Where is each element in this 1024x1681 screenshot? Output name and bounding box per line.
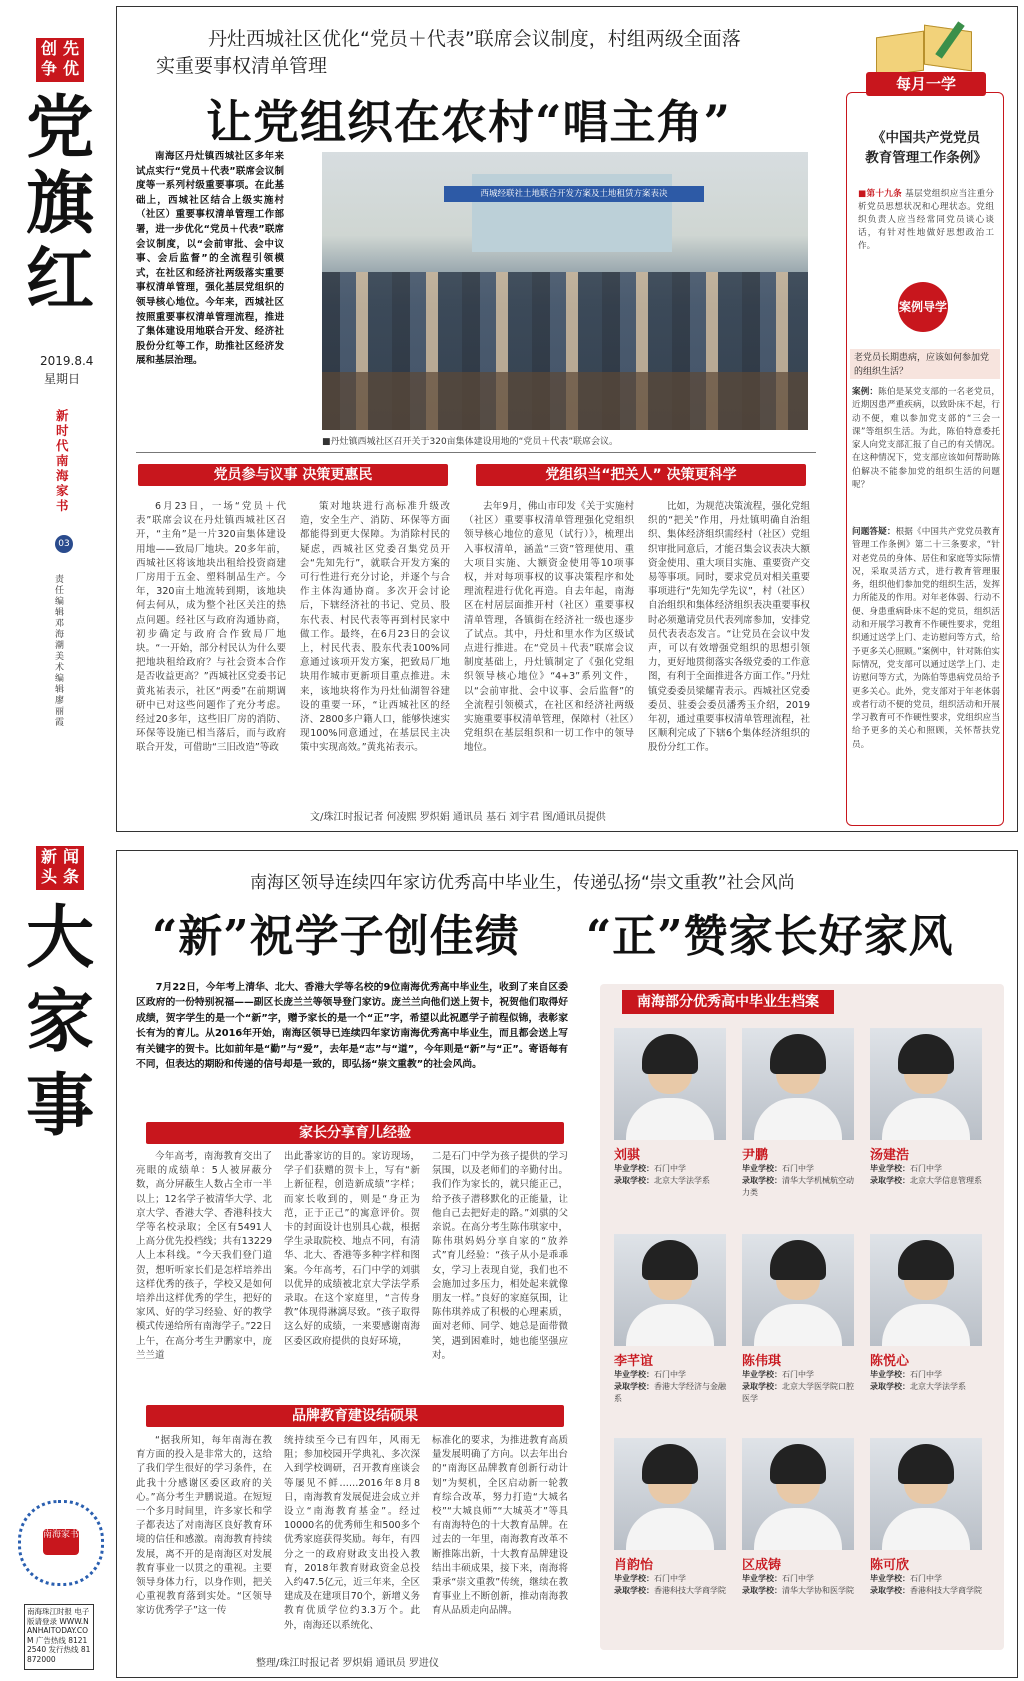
case-badge: 案例导学: [898, 282, 948, 332]
issue-weekday: 星期日: [44, 372, 81, 386]
bottom-headline-right: “正”赞家长好家风: [586, 911, 954, 962]
title-char: 事: [25, 1066, 94, 1146]
student-card: [742, 1234, 854, 1405]
photo-hair: [898, 1034, 954, 1074]
grad-school: 石门中学: [910, 1370, 942, 1379]
book-left-page: [876, 31, 924, 78]
grad-label: 毕业学校：: [742, 1574, 782, 1583]
archive-title: 南海部分优秀高中毕业生档案: [622, 990, 834, 1014]
tag-char: 先: [62, 39, 79, 58]
top-kicker: [156, 24, 741, 78]
student-photo: [742, 1028, 854, 1140]
lead-paragraph: 南海区丹灶镇西城社区多年来试点实行“党员＋代表”联席会议制度等一系列村级重要事项。在此基础上，西城社区结合上级实施村（社区）重要事权清单管理工作部署，进一步优化“党员＋代表”联席会议制度，以“会前审批、会中议事、会后监督”的全流程引领模式，在社区和经济社两级落实重要事权清单管理，强化基层党组织的领导核心地位。今年来，西城社区按照重要事权清单管理流程，推进了集体建设用地联合开发、经济社股份分红等工作，助推社区经济发展和基层治理。: [136, 151, 284, 367]
issue-date: 2019.8.4: [40, 354, 94, 368]
title-char: 党: [25, 88, 94, 168]
bottom-credit: 整理/珠江时报记者 罗炽娟 通讯员 罗进仪: [256, 1658, 439, 1669]
student-admission: [870, 1381, 982, 1393]
book-title-line: 《中国共产党党员: [872, 130, 980, 146]
student-admission: [614, 1381, 726, 1405]
admit-label: 录取学校：: [742, 1382, 782, 1391]
photo-caption: ■丹灶镇西城社区召开关于320亩集体建设用地的“党员＋代表”联席会议。: [322, 437, 619, 447]
student-photo: [870, 1234, 982, 1346]
paper-char: 书: [56, 498, 69, 513]
photo-hair: [642, 1240, 698, 1280]
student-school: [742, 1163, 854, 1175]
student-admission: [614, 1175, 726, 1187]
grad-label: 毕业学校：: [742, 1370, 782, 1379]
student-name: 区成铸: [742, 1558, 782, 1573]
bottom-headline-left: “新”祝学子创佳绩: [152, 911, 520, 962]
kicker-line: 实重要事权清单管理: [156, 55, 328, 77]
case-story: [852, 386, 1000, 520]
student-photo: [614, 1234, 726, 1346]
top-credit: 文/珠江时报记者 何凌熙 罗炽娟 通讯员 基石 刘宇君 图/通讯员提供: [310, 812, 606, 823]
admit-school: 清华大学协和医学院: [782, 1586, 854, 1595]
photo-hair: [898, 1240, 954, 1280]
student-card: [870, 1438, 982, 1597]
student-card: [614, 1438, 726, 1597]
tag-chuangxian-zhengyou: [36, 38, 84, 82]
student-photo: [614, 1028, 726, 1140]
answer-label: 问题答疑：: [852, 527, 896, 537]
tag-xinwen-toutiao: [36, 846, 84, 890]
bottom-col-1a: 今年高考，南海教育交出了亮眼的成绩单：5人被屏蔽分数，高分屏蔽生人数占全市一半以上；12名学子被清华大学、北京大学、香港大学、香港科技大学等名校录取；全区有5491人上高分优先投档线；共有13229人上本科线。“今天我们登门道贺，想听听家长们是怎样培养出这样优秀的孩子，学校又是如何培养出这样优秀的学生，把好的家风、好的学习经验、好的教学模式传递给所有南海学子。”22日上午，在高分考生尹鹏家中，庞兰兰道: [136, 1151, 272, 1361]
student-card: [614, 1234, 726, 1405]
title-char: 旗: [25, 164, 94, 244]
student-school: [614, 1369, 726, 1381]
tag-char: 头: [40, 867, 57, 886]
student-archive-panel: [600, 984, 1004, 1650]
student-name: 陈伟琪: [742, 1354, 782, 1369]
column-title-dangqihong: [20, 90, 100, 318]
photo-table: [322, 372, 808, 430]
bottom-section-1: 家长分享育儿经验: [146, 1122, 564, 1144]
admit-school: 北京大学信息管理系: [910, 1176, 982, 1185]
paper-char: 海: [56, 468, 69, 483]
grad-label: 毕业学校：: [870, 1370, 910, 1379]
student-name: 肖韵怡: [614, 1558, 654, 1573]
admit-label: 录取学校：: [742, 1176, 782, 1185]
grad-label: 毕业学校：: [742, 1164, 782, 1173]
tag-char: 优: [62, 59, 79, 78]
article-19: [858, 188, 994, 258]
tag-char: 争: [40, 59, 57, 78]
grad-label: 毕业学校：: [870, 1164, 910, 1173]
tag-char: 条: [62, 867, 79, 886]
tag-char: 闻: [62, 847, 79, 866]
student-card: [870, 1234, 982, 1393]
student-photo: [742, 1438, 854, 1550]
answer-text: 根据《中国共产党党员教育管理工作条例》第二十三条要求，“针对老党员的身体、居住和家庭等实际情况，采取灵活方式，进行教育管理服务，组织他们参加党的组织生活，发挥力所能及的作用。对年老体弱、行动不便、身患重病卧床不起的党员，组织活动和开展学习教育不作硬性要求，党组织通过送学上门、走访慰问等方式，给予更多关心照顾。”案例中，针对陈伯实际情况，党支部可以通过送学上门、走访慰问等方式，为陈伯等患病党员给予更多关心。此外，党支部对于年老体弱或者行动不便的党员，组织活动和开展学习教育可不作硬性要求，党组织应当给予更多的关心和照顾，关怀帮扶党员。: [852, 527, 1000, 750]
section-header-1: 党员参与议事 决策更惠民: [138, 464, 448, 486]
bottom-kicker: 南海区领导连续四年家访优秀高中毕业生，传递弘扬“崇文重教”社会风尚: [250, 873, 795, 893]
grad-label: 毕业学校：: [614, 1574, 654, 1583]
photo-shirt: [754, 1098, 842, 1140]
top-column-4: 比如，为规范决策流程，强化党组织的“把关”作用，丹灶镇明确自治组织、集体经济组织需经村（社区）党组织审批同意后，才能召集会议表决大额资金使用、重大项目实施、重要资产交易等事项。同时，要求党员对相关重要事项进行“先知先学先议”，村（社区）自治组织和集体经济组织表决重要事权时必须邀请党员代表列席参加，安排党员代表表态发言。“让党员在会议中发声，可以有效增强党组织的思想引领力，更好地贯彻落实各级党委的工作意图，有利于全面推进各方面工作。”丹灶镇党委委员梁耀青表示。西城社区党委委员、驻委会委员潘秀玉介绍，2019年初，通过重要事权清单管理流程，社区顺利完成了下辖6个集体经济组织的股份分红工作。: [648, 501, 810, 754]
title-char: 红: [25, 240, 94, 320]
grad-school: 石门中学: [654, 1370, 686, 1379]
case-answer: [852, 526, 1000, 816]
student-admission: [614, 1585, 726, 1597]
qr-code-seal: [18, 1500, 104, 1586]
book-title: [846, 128, 1006, 168]
photo-banner: 西城经联社土地联合开发方案及土地租赁方案表决: [444, 186, 704, 202]
grad-school: 石门中学: [782, 1574, 814, 1583]
student-school: [870, 1163, 982, 1175]
student-school: [614, 1163, 726, 1175]
student-school: [870, 1369, 982, 1381]
admit-label: 录取学校：: [614, 1586, 654, 1595]
bottom-col-2c: 标准化的要求，为推进教育高质量发展明确了方向。以去年出台的“南海区品牌教育创新行动计划”为契机，全区启动新一轮教育综合改革，努力打造“大城名校”“大城良师”“大城英才”等具有南海特色的十大教育品牌。在过去的一年里，南海教育改革不断推陈出新，十大教育品牌建设结出丰硕成果，接下来，南海将秉承“崇文重教”传统，继续在教育事业上不断创新，推动南海教育从品质走向品牌。: [432, 1435, 568, 1617]
grad-school: 石门中学: [782, 1370, 814, 1379]
student-admission: [742, 1175, 854, 1199]
top-divider: [136, 452, 816, 453]
article-text: 基层党组织应当注重分析党员思想状况和心理状态。党组织负责人应当经常同党员谈心谈话，有针对性地做好思想政治工作。: [858, 189, 994, 251]
bottom-section-2: 品牌教育建设结硕果: [146, 1405, 564, 1427]
photo-shirt: [626, 1098, 714, 1140]
student-name: 尹鹏: [742, 1148, 769, 1163]
meeting-photo: [322, 152, 808, 430]
student-name: 刘骐: [614, 1148, 641, 1163]
admit-school: 香港大学经济与金融系: [614, 1382, 726, 1403]
admit-label: 录取学校：: [870, 1586, 910, 1595]
bottom-col-2a: “据我所知，每年南海在教育方面的投入是非常大的，这给了我们学生很好的学习条件，在此我十分感谢区委区政府的关心。”高分考生尹鹏说道。在短短一个多月时间里，许多家长和学子都表达了对南海区良好教育环境的信任和感激。南海教育持续发展，离不开的是南海区对发展教育事业一以贯之的重视。主要领导身体力行，以身作则，把关心重视教育落到实处。“区领导家访优秀学子”这一传: [136, 1435, 272, 1617]
photo-shirt: [882, 1304, 970, 1346]
grad-school: 石门中学: [654, 1574, 686, 1583]
title-char: 大: [25, 898, 94, 978]
student-school: [870, 1573, 982, 1585]
student-admission: [870, 1175, 982, 1187]
admit-school: 香港科技大学商学院: [910, 1586, 982, 1595]
section-header-2: 党组织当“把关人” 决策更科学: [476, 464, 806, 486]
student-name: 陈悦心: [870, 1354, 910, 1369]
title-char: 家: [25, 982, 94, 1062]
photo-shirt: [754, 1304, 842, 1346]
top-column-1: 6月23日，一场“党员＋代表”联席会议在丹灶镇西城社区召开，“主角”是一片320亩集体建设用地——致局厂地块。20多年前，西城社区将该地块出租给投资商建厂房用于五金、塑料制品生产。今年，320亩土地流转到期，该地块何去何从，成为整个社区关注的热点问题。经社区与政府沟通协商，初步确定与政府合作致局厂地块。“一开始，部分村民认为什么要把地块租给政府？与社会资本合作是否收益更高？”西城社区党委书记黄兆祐表示，社区“两委”在前期调研中已对这些问题作了充分考虑。经过20多年，这些旧厂房的消防、环保等设施已相当落后，而与政府联合开发，可借助“三旧改造”等政: [136, 501, 286, 754]
top-column-3: 去年9月，佛山市印发《关于实施村（社区）重要事权清单管理强化党组织领导核心地位的意见（试行）》，梳理出入事权清单，涵盖“三资”管理使用、重大项目实施、大额资金使用等10项事权，并对每项事权的议事决策程序和处理流程进行优化再造。自去年起，南海区在村居层面推开村（社区）重要事权清单管理，各镇街在经济社一级也逐步了试点。其中，丹灶和里水作为区级试点进行推进。在“党员＋代表”联席会议制度基础上，丹灶镇制定了《强化党组织领导核心地位》“4+3”系列文件，以“会前审批、会中议事、会后监督”的全流程引领模式，在社区和经济社两级实施重要事权清单管理，保障村（社区）党组织在基层组织和一切工作中的领导地位。: [464, 501, 634, 754]
admit-school: 北京大学医学院口腔医学: [742, 1382, 854, 1403]
column-title-dajiashi: [20, 896, 100, 1148]
student-school: [742, 1573, 854, 1585]
grad-school: 石门中学: [910, 1574, 942, 1583]
photo-hair: [770, 1240, 826, 1280]
grad-school: 石门中学: [910, 1164, 942, 1173]
photo-shirt: [754, 1508, 842, 1550]
paper-char: 代: [56, 438, 69, 453]
student-card: [742, 1028, 854, 1199]
student-card: [614, 1028, 726, 1187]
student-admission: [870, 1585, 982, 1597]
bottom-col-2b: 统持续至今已有四年，风雨无阻；参加校园开学典礼、多次深入到学校调研，召开教育座谈会等屡见不鲜……2016年8月8日，南海教育发展促进会成立并设立“南海教育基金”。经过10000名的优秀师生和500多个优秀家庭获得奖励。每年，有四分之一的政府财政支出投入教育，2018年教育财政资金总投入约47.5亿元，近三年来，全区建成及在建项目70个，新增义务教育优质学位约3.3万个。此外，南海还以系统化、: [284, 1435, 420, 1631]
top-column-2: 策对地块进行高标准升级改造，安全生产、消防、环保等方面都能得到更大保障。为消除村民的疑虑，西城社区党委召集党员开会“先知先行”，就联合开发方案的可行性进行充分讨论，并逐个与合作主体沟通协商。多次开会讨论后，下辖经济社的书记、党员、股东代表、村民代表等再到村民家中做工作。最终，在6月23日的会议上，村民代表、股东代表100%同意通过该项开发方案，把致局厂地块用作城市更新项目重点推进。未来，该地块将作为丹灶仙湖智谷建设的重要一环，“让西城社区的经济、2800多户籍人口，能够快速实现100%同意通过，在基层民主决策中实现高效。”黄兆祐表示。: [300, 501, 450, 754]
student-admission: [742, 1585, 854, 1597]
study-ribbon: 每月一学: [866, 72, 986, 96]
grad-label: 毕业学校：: [614, 1370, 654, 1379]
student-name: 汤建浩: [870, 1148, 910, 1163]
grad-school: 石门中学: [782, 1164, 814, 1173]
admit-label: 录取学校：: [614, 1176, 654, 1185]
student-photo: [742, 1234, 854, 1346]
qr-label: 南海家书: [43, 1529, 79, 1555]
paper-char: 时: [56, 423, 69, 438]
student-card: [870, 1028, 982, 1187]
paper-char: 家: [56, 483, 69, 498]
student-photo: [870, 1438, 982, 1550]
photo-shirt: [882, 1098, 970, 1140]
page-number-badge: 03: [55, 535, 73, 553]
admit-school: 北京大学法学系: [910, 1382, 966, 1391]
case-label: 案例：: [852, 387, 879, 397]
student-school: [742, 1369, 854, 1381]
photo-hair: [770, 1034, 826, 1074]
bottom-col-1b: 出此番家访的目的。家访现场，学子们获赠的贺卡上，写有“新上新征程，创造新成绩”字样；而家长收到的，则是“身正为范，正于正己”的寓意评价。贺卡的封面设计也别具心裁，根据学生录取院校、地点不同，有清华、北大、香港等多种字样和图案。今年高考，石门中学的刘骐以优异的成绩被北京大学法学系录取。在这个家庭里，“言传身教”体现得淋漓尽致。“孩子取得这么好的成绩，一来要感谢南海区委区政府提供的良好环境，: [284, 1151, 420, 1347]
photo-shirt: [626, 1304, 714, 1346]
tag-char: 创: [40, 39, 57, 58]
bottom-col-1c: 二是石门中学为孩子提供的学习氛围，以及老师们的辛勤付出。我们作为家长的，就只能正己，给予孩子潜移默化的正能量，让他自己去把好走的路。”刘骐的父亲说。在高分考生陈伟琪家中，陈伟琪妈妈分享自家的“放养式”育儿经验：“孩子从小是乖乖女，学习上表现自觉，我们也不会施加过多压力，相处起来就像朋友一样。”良好的家庭氛围，让陈伟琪养成了积极的心理素质，面对老师、同学、她总是面带微笑，遇到困难时，她也能坚强应对。: [432, 1151, 568, 1361]
admit-label: 录取学校：: [870, 1382, 910, 1391]
admit-school: 香港科技大学商学院: [654, 1586, 726, 1595]
case-question: 老党员长期患病，应该如何参加党的组织生活？: [850, 349, 1000, 379]
student-card: [742, 1438, 854, 1597]
grad-school: 石门中学: [654, 1164, 686, 1173]
top-headline: 让党组织在农村“唱主角”: [206, 95, 731, 149]
student-admission: [742, 1381, 854, 1405]
photo-shirt: [626, 1508, 714, 1550]
book-icon: [876, 20, 972, 76]
student-photo: [870, 1028, 982, 1140]
grad-label: 毕业学校：: [870, 1574, 910, 1583]
admit-school: 北京大学法学系: [654, 1176, 710, 1185]
book-title-line: 教育管理工作条例》: [865, 150, 987, 166]
student-photo: [614, 1438, 726, 1550]
study-sidebar: [846, 16, 1006, 826]
photo-shirt: [882, 1508, 970, 1550]
footer-info-box: 南海珠江时报 电子版请登录 WWW.NANHAITODAY.COM 广告热线 81212540 发行热线 81872000: [24, 1604, 94, 1670]
photo-hair: [642, 1034, 698, 1074]
student-name: 陈可欣: [870, 1558, 910, 1573]
photo-hair: [642, 1444, 698, 1484]
photo-hair: [770, 1444, 826, 1484]
admit-label: 录取学校：: [742, 1586, 782, 1595]
kicker-line: 丹灶西城社区优化“党员＋代表”联席会议制度，村组两级全面落: [208, 28, 741, 50]
article-label: ■第十九条: [858, 189, 903, 199]
grad-label: 毕业学校：: [614, 1164, 654, 1173]
paper-char: 南: [56, 453, 69, 468]
admit-school: 清华大学机械航空动力类: [742, 1176, 854, 1197]
photo-hair: [898, 1444, 954, 1484]
tag-char: 新: [40, 847, 57, 866]
editors: 责任编辑 邓海潮 美术编辑 廖丽霞: [55, 575, 65, 728]
bottom-intro: 7月22日，今年考上清华、北大、香港大学等名校的9位南海优秀高中毕业生，收到了来自区委区政府的一份特别祝福——副区长庞兰兰等领导登门家访。庞兰兰向他们送上贺卡，祝贺他们取得好成绩，贺字学生的是一个“新”字，赠予家长的是一个“正”字，希望以此祝愿学子前程似锦，表彰家长有为的育儿。从2016年开始，南海区领导已连续四年家访南海优秀高中毕业生，而且都会送上写有关键字的贺卡。比如前年是“勤”与“爱”，去年是“志”与“道”，今年则是“新”与“正”。寄语每有不同，但表达的期盼和传递的信号却是一致的，即弘扬“崇文重教”的社会风尚。: [136, 982, 568, 1071]
paper-char: 新: [56, 408, 69, 423]
student-name: 李芊谊: [614, 1354, 654, 1369]
paper-name: [56, 408, 70, 513]
admit-label: 录取学校：: [870, 1176, 910, 1185]
admit-label: 录取学校：: [614, 1382, 654, 1391]
case-text: 陈伯是某党支部的一名老党员，近期因患严重疾病，以致卧床不起，行动不便，难以参加党支部的“三会一课”等组织生活。为此，陈伯特意委托家人向党支部汇报了自己的有关情况。在这种情况下，党支部应该如何帮助陈伯解决不能参加党的组织生活的问题呢？: [852, 387, 1000, 491]
student-school: [614, 1573, 726, 1585]
